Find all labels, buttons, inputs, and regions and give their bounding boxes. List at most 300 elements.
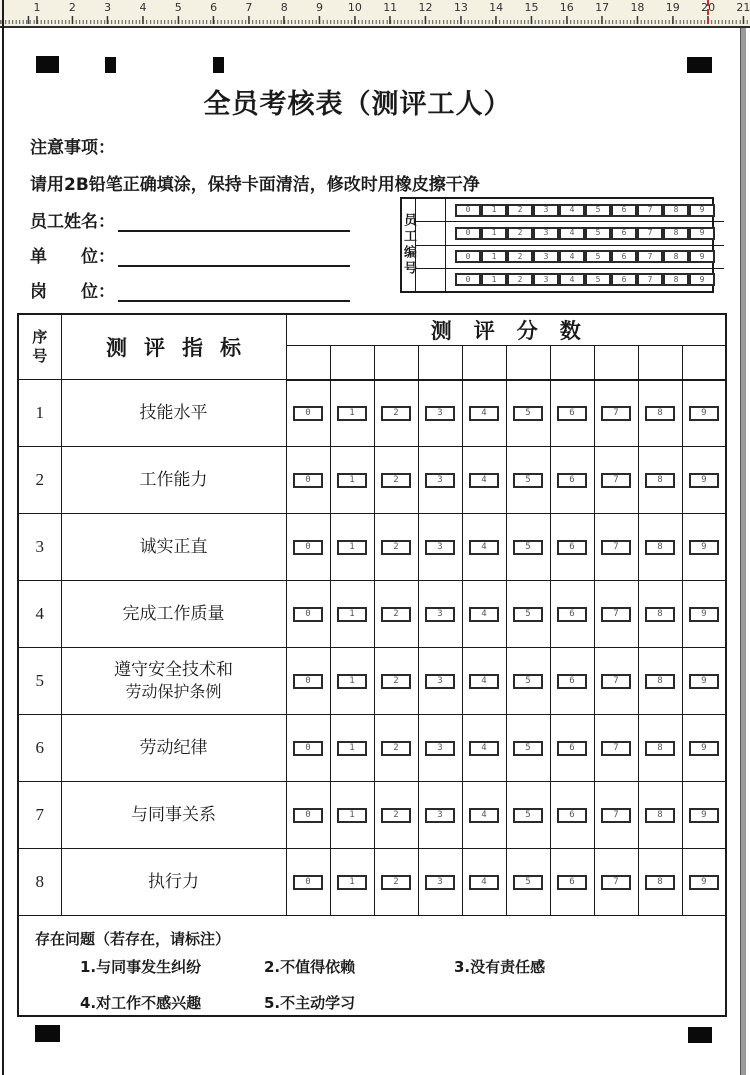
empid-bubble-5[interactable]: 5 xyxy=(585,250,611,263)
score-bubble-2[interactable]: 2 xyxy=(381,808,411,823)
score-cell xyxy=(638,447,682,514)
empid-bubble-0[interactable]: 0 xyxy=(455,250,481,263)
ruler-number: 1 xyxy=(33,1,41,14)
problem-option[interactable]: 4.对工作不感兴趣 xyxy=(80,994,202,1012)
empid-bubble-7[interactable]: 7 xyxy=(637,273,663,286)
score-cell xyxy=(286,715,330,782)
score-cell xyxy=(374,648,418,715)
empid-bubble-9[interactable]: 9 xyxy=(689,250,715,263)
employee-id-bubble-strip xyxy=(446,222,724,244)
employee-id-row xyxy=(416,221,724,244)
unit-input-line[interactable] xyxy=(118,241,350,267)
score-cell xyxy=(418,380,462,447)
score-bubble-9[interactable]: 9 xyxy=(689,406,719,421)
score-cell xyxy=(506,380,550,447)
score-cell xyxy=(638,514,682,581)
score-cell xyxy=(682,648,726,715)
table-row xyxy=(18,514,726,581)
employee-id-bubble-strip xyxy=(446,269,724,291)
score-bubble-3[interactable]: 3 xyxy=(425,607,455,622)
score-cell xyxy=(418,447,462,514)
score-cell xyxy=(374,849,418,916)
score-cell xyxy=(682,380,726,447)
employee-id-write-cell[interactable] xyxy=(416,222,446,244)
score-subheader-cell xyxy=(594,346,638,380)
row-indicator: 诚实正直 xyxy=(61,514,286,581)
ruler-number: 10 xyxy=(347,1,362,14)
ruler-number: 9 xyxy=(316,1,324,14)
employee-id-write-cell[interactable] xyxy=(416,246,446,268)
score-subheader-cell xyxy=(506,346,550,380)
employee-name-input-line[interactable] xyxy=(118,206,350,232)
score-cell xyxy=(418,782,462,849)
score-bubble-5[interactable]: 5 xyxy=(513,808,543,823)
score-cell xyxy=(286,380,330,447)
score-cell xyxy=(330,380,374,447)
score-bubble-6[interactable]: 6 xyxy=(557,473,587,488)
employee-name-label: 员工姓名： xyxy=(30,211,115,232)
score-cell xyxy=(550,782,594,849)
empid-bubble-0[interactable]: 0 xyxy=(455,273,481,286)
score-bubble-5[interactable]: 5 xyxy=(513,875,543,890)
score-bubble-6[interactable]: 6 xyxy=(557,674,587,689)
score-cell xyxy=(506,581,550,648)
score-subheader-cell xyxy=(286,346,330,380)
registration-mark-top-small-2 xyxy=(213,57,224,73)
ruler-number: 15 xyxy=(524,1,539,14)
score-bubble-7[interactable]: 7 xyxy=(601,473,631,488)
score-bubble-5[interactable]: 5 xyxy=(513,473,543,488)
score-cell xyxy=(506,648,550,715)
score-bubble-8[interactable]: 8 xyxy=(645,875,675,890)
score-bubble-8[interactable]: 8 xyxy=(645,741,675,756)
ruler-major-ticks xyxy=(0,16,750,24)
score-bubble-8[interactable]: 8 xyxy=(645,473,675,488)
empid-bubble-1[interactable]: 1 xyxy=(481,250,507,263)
score-cell xyxy=(286,849,330,916)
empid-bubble-2[interactable]: 2 xyxy=(507,227,533,240)
position-field xyxy=(30,276,350,302)
score-bubble-3[interactable]: 3 xyxy=(425,808,455,823)
score-bubble-9[interactable]: 9 xyxy=(689,741,719,756)
score-cell xyxy=(594,581,638,648)
ruler-number: 20 xyxy=(701,1,716,14)
empid-bubble-3[interactable]: 3 xyxy=(533,227,559,240)
score-subheader-cell xyxy=(418,346,462,380)
row-number: 1 xyxy=(18,380,61,447)
empid-bubble-6[interactable]: 6 xyxy=(611,204,637,217)
score-cell xyxy=(550,514,594,581)
score-cell xyxy=(638,380,682,447)
score-cell xyxy=(374,514,418,581)
score-cell xyxy=(594,782,638,849)
score-cell xyxy=(418,514,462,581)
empid-bubble-9[interactable]: 9 xyxy=(689,227,715,240)
employee-id-grid xyxy=(416,199,724,291)
score-bubble-0[interactable]: 0 xyxy=(293,808,323,823)
ruler-number: 6 xyxy=(210,1,218,14)
score-bubble-2[interactable]: 2 xyxy=(381,473,411,488)
ruler-number: 3 xyxy=(104,1,112,14)
ruler-number: 16 xyxy=(559,1,574,14)
score-bubble-2[interactable]: 2 xyxy=(381,540,411,555)
score-bubble-6[interactable]: 6 xyxy=(557,875,587,890)
score-bubble-1[interactable]: 1 xyxy=(337,875,367,890)
score-cell xyxy=(462,581,506,648)
employee-id-row xyxy=(416,199,724,221)
score-bubble-9[interactable]: 9 xyxy=(689,875,719,890)
score-cell xyxy=(682,715,726,782)
score-bubble-5[interactable]: 5 xyxy=(513,674,543,689)
score-bubble-1[interactable]: 1 xyxy=(337,406,367,421)
score-bubble-3[interactable]: 3 xyxy=(425,406,455,421)
score-cell xyxy=(374,380,418,447)
empid-bubble-4[interactable]: 4 xyxy=(559,204,585,217)
score-bubble-5[interactable]: 5 xyxy=(513,607,543,622)
score-bubble-5[interactable]: 5 xyxy=(513,741,543,756)
empid-bubble-7[interactable]: 7 xyxy=(637,250,663,263)
score-cell xyxy=(462,514,506,581)
score-bubble-1[interactable]: 1 xyxy=(337,674,367,689)
score-cell xyxy=(638,715,682,782)
row-number: 2 xyxy=(18,447,61,514)
row-indicator: 劳动纪律 xyxy=(61,715,286,782)
employee-id-bubble-strip xyxy=(446,199,724,221)
score-cell xyxy=(550,581,594,648)
employee-id-row xyxy=(416,268,724,291)
employee-id-box xyxy=(400,197,714,293)
score-cell xyxy=(330,447,374,514)
score-cell xyxy=(594,514,638,581)
empid-bubble-9[interactable]: 9 xyxy=(689,204,715,217)
score-cell xyxy=(286,648,330,715)
score-bubble-4[interactable]: 4 xyxy=(469,607,499,622)
score-bubble-3[interactable]: 3 xyxy=(425,473,455,488)
row-number: 3 xyxy=(18,514,61,581)
problems-cell xyxy=(18,916,726,1016)
score-bubble-4[interactable]: 4 xyxy=(469,406,499,421)
score-bubble-9[interactable]: 9 xyxy=(689,540,719,555)
empid-bubble-3[interactable]: 3 xyxy=(533,273,559,286)
score-bubble-9[interactable]: 9 xyxy=(689,607,719,622)
ruler-number: 18 xyxy=(630,1,645,14)
empid-bubble-3[interactable]: 3 xyxy=(533,204,559,217)
score-bubble-0[interactable]: 0 xyxy=(293,540,323,555)
employee-id-write-cell[interactable] xyxy=(416,199,446,221)
score-bubble-7[interactable]: 7 xyxy=(601,406,631,421)
empid-bubble-1[interactable]: 1 xyxy=(481,227,507,240)
row-indicator: 完成工作质量 xyxy=(61,581,286,648)
problem-option[interactable]: 3.没有责任感 xyxy=(454,958,546,976)
registration-mark-top-right xyxy=(687,57,712,73)
score-subheader-cell xyxy=(374,346,418,380)
score-cell xyxy=(374,581,418,648)
score-cell xyxy=(462,782,506,849)
score-bubble-1[interactable]: 1 xyxy=(337,741,367,756)
empid-bubble-8[interactable]: 8 xyxy=(663,227,689,240)
registration-mark-top-left xyxy=(36,56,59,73)
score-bubble-0[interactable]: 0 xyxy=(293,875,323,890)
score-bubble-7[interactable]: 7 xyxy=(601,674,631,689)
score-cell xyxy=(374,782,418,849)
empid-bubble-4[interactable]: 4 xyxy=(559,227,585,240)
ruler-number: 8 xyxy=(280,1,288,14)
score-cell xyxy=(418,581,462,648)
score-cell xyxy=(506,514,550,581)
page-right-border xyxy=(740,28,746,1075)
score-cell xyxy=(682,447,726,514)
employee-id-write-cell[interactable] xyxy=(416,269,446,291)
score-cell xyxy=(594,380,638,447)
score-bubble-4[interactable]: 4 xyxy=(469,473,499,488)
score-subheader-cell xyxy=(330,346,374,380)
row-indicator: 工作能力 xyxy=(61,447,286,514)
empid-bubble-4[interactable]: 4 xyxy=(559,250,585,263)
score-cell xyxy=(638,648,682,715)
score-cell xyxy=(330,849,374,916)
score-bubble-2[interactable]: 2 xyxy=(381,875,411,890)
ruler-number: 17 xyxy=(595,1,610,14)
score-cell xyxy=(330,581,374,648)
score-bubble-9[interactable]: 9 xyxy=(689,674,719,689)
score-cell xyxy=(330,715,374,782)
ruler xyxy=(0,0,750,28)
form-title: 全员考核表（测评工人） xyxy=(203,89,512,120)
score-cell xyxy=(682,514,726,581)
score-bubble-6[interactable]: 6 xyxy=(557,540,587,555)
score-cell xyxy=(462,447,506,514)
empid-bubble-5[interactable]: 5 xyxy=(585,273,611,286)
empid-bubble-6[interactable]: 6 xyxy=(611,227,637,240)
score-bubble-7[interactable]: 7 xyxy=(601,607,631,622)
score-bubble-7[interactable]: 7 xyxy=(601,540,631,555)
page-left-border xyxy=(2,0,4,1075)
score-bubble-8[interactable]: 8 xyxy=(645,607,675,622)
score-cell xyxy=(506,715,550,782)
score-bubble-8[interactable]: 8 xyxy=(645,808,675,823)
ruler-number: 12 xyxy=(418,1,433,14)
empid-bubble-8[interactable]: 8 xyxy=(663,273,689,286)
score-cell xyxy=(682,581,726,648)
score-bubble-6[interactable]: 6 xyxy=(557,607,587,622)
ruler-guide-line xyxy=(707,0,709,24)
score-bubble-4[interactable]: 4 xyxy=(469,741,499,756)
unit-field xyxy=(30,241,350,267)
problem-option[interactable]: 1.与同事发生纠纷 xyxy=(80,958,202,976)
row-indicator: 与同事关系 xyxy=(61,782,286,849)
table-row xyxy=(18,715,726,782)
score-cell xyxy=(550,380,594,447)
score-cell xyxy=(330,782,374,849)
score-cell xyxy=(638,782,682,849)
score-cell xyxy=(418,648,462,715)
score-bubble-1[interactable]: 1 xyxy=(337,808,367,823)
notes-heading: 注意事项： xyxy=(30,138,115,158)
empid-bubble-2[interactable]: 2 xyxy=(507,204,533,217)
score-bubble-7[interactable]: 7 xyxy=(601,808,631,823)
score-cell xyxy=(506,849,550,916)
row-indicator: 遵守安全技术和 劳动保护条例 xyxy=(61,648,286,715)
score-bubble-1[interactable]: 1 xyxy=(337,473,367,488)
score-cell xyxy=(550,648,594,715)
header-indicator: 测评指标 xyxy=(61,314,286,380)
ruler-number: 7 xyxy=(245,1,253,14)
score-cell xyxy=(330,648,374,715)
score-table xyxy=(17,313,727,1017)
empid-bubble-2[interactable]: 2 xyxy=(507,250,533,263)
problems-heading: 存在问题（若存在，请标注） xyxy=(35,930,231,948)
ruler-number: 19 xyxy=(665,1,680,14)
score-bubble-3[interactable]: 3 xyxy=(425,540,455,555)
score-cell xyxy=(638,581,682,648)
score-bubble-6[interactable]: 6 xyxy=(557,741,587,756)
fill-instruction: 请用2B铅笔正确填涂，保持卡面清洁，修改时用橡皮擦干净 xyxy=(30,175,480,195)
score-bubble-3[interactable]: 3 xyxy=(425,741,455,756)
score-bubble-3[interactable]: 3 xyxy=(425,875,455,890)
position-label: 岗 位： xyxy=(30,281,115,302)
score-cell xyxy=(462,849,506,916)
score-subheader-cell xyxy=(462,346,506,380)
employee-id-row xyxy=(416,245,724,268)
row-number: 5 xyxy=(18,648,61,715)
score-bubble-8[interactable]: 8 xyxy=(645,540,675,555)
row-number: 6 xyxy=(18,715,61,782)
score-cell xyxy=(418,715,462,782)
score-subheader-cell xyxy=(682,346,726,380)
score-bubble-7[interactable]: 7 xyxy=(601,875,631,890)
score-cell xyxy=(286,447,330,514)
score-bubble-7[interactable]: 7 xyxy=(601,741,631,756)
problems-row xyxy=(18,916,726,1016)
empid-bubble-4[interactable]: 4 xyxy=(559,273,585,286)
score-bubble-2[interactable]: 2 xyxy=(381,607,411,622)
employee-id-bubble-strip xyxy=(446,246,724,268)
table-row xyxy=(18,447,726,514)
score-cell xyxy=(682,782,726,849)
position-input-line[interactable] xyxy=(118,276,350,302)
score-bubble-4[interactable]: 4 xyxy=(469,540,499,555)
empid-bubble-8[interactable]: 8 xyxy=(663,250,689,263)
empid-bubble-5[interactable]: 5 xyxy=(585,227,611,240)
score-cell xyxy=(550,849,594,916)
empid-bubble-3[interactable]: 3 xyxy=(533,250,559,263)
score-cell xyxy=(550,447,594,514)
score-cell xyxy=(550,715,594,782)
empid-bubble-0[interactable]: 0 xyxy=(455,227,481,240)
empid-bubble-5[interactable]: 5 xyxy=(585,204,611,217)
score-cell xyxy=(594,648,638,715)
score-bubble-2[interactable]: 2 xyxy=(381,741,411,756)
score-bubble-3[interactable]: 3 xyxy=(425,674,455,689)
score-cell xyxy=(682,849,726,916)
score-bubble-0[interactable]: 0 xyxy=(293,741,323,756)
empid-bubble-9[interactable]: 9 xyxy=(689,273,715,286)
score-bubble-2[interactable]: 2 xyxy=(381,674,411,689)
score-cell xyxy=(374,715,418,782)
score-cell xyxy=(286,514,330,581)
score-cell xyxy=(286,581,330,648)
score-cell xyxy=(594,447,638,514)
row-number: 7 xyxy=(18,782,61,849)
empid-bubble-7[interactable]: 7 xyxy=(637,227,663,240)
empid-bubble-7[interactable]: 7 xyxy=(637,204,663,217)
row-number: 8 xyxy=(18,849,61,916)
score-bubble-6[interactable]: 6 xyxy=(557,808,587,823)
score-cell xyxy=(506,782,550,849)
ruler-number: 14 xyxy=(489,1,504,14)
empid-bubble-8[interactable]: 8 xyxy=(663,204,689,217)
unit-label: 单 位： xyxy=(30,246,115,267)
empid-bubble-2[interactable]: 2 xyxy=(507,273,533,286)
score-bubble-5[interactable]: 5 xyxy=(513,406,543,421)
score-bubble-4[interactable]: 4 xyxy=(469,875,499,890)
score-bubble-8[interactable]: 8 xyxy=(645,674,675,689)
table-row xyxy=(18,380,726,447)
score-cell xyxy=(374,447,418,514)
header-index: 序号 xyxy=(18,314,61,380)
empid-bubble-1[interactable]: 1 xyxy=(481,204,507,217)
row-indicator: 技能水平 xyxy=(61,380,286,447)
score-bubble-4[interactable]: 4 xyxy=(469,674,499,689)
table-row xyxy=(18,782,726,849)
ruler-number: 21 xyxy=(736,1,750,14)
ruler-number: 13 xyxy=(453,1,468,14)
score-subheader-cell xyxy=(638,346,682,380)
score-bubble-5[interactable]: 5 xyxy=(513,540,543,555)
score-bubble-4[interactable]: 4 xyxy=(469,808,499,823)
score-cell xyxy=(330,514,374,581)
score-cell xyxy=(418,849,462,916)
employee-id-label: 员工编号 xyxy=(401,213,416,277)
empid-bubble-6[interactable]: 6 xyxy=(611,273,637,286)
score-bubble-6[interactable]: 6 xyxy=(557,406,587,421)
score-cell xyxy=(462,648,506,715)
registration-mark-bottom-right xyxy=(688,1027,712,1043)
score-cell xyxy=(638,849,682,916)
score-cell xyxy=(462,715,506,782)
score-bubble-1[interactable]: 1 xyxy=(337,540,367,555)
score-subheader-cell xyxy=(550,346,594,380)
header-score: 测评分数 xyxy=(286,314,726,346)
ruler-number: 4 xyxy=(139,1,147,14)
score-bubble-0[interactable]: 0 xyxy=(293,607,323,622)
ruler-number: 11 xyxy=(383,1,398,14)
score-bubble-9[interactable]: 9 xyxy=(689,473,719,488)
table-row xyxy=(18,581,726,648)
empid-bubble-6[interactable]: 6 xyxy=(611,250,637,263)
problem-option[interactable]: 5.不主动学习 xyxy=(264,994,356,1012)
score-cell xyxy=(506,447,550,514)
ruler-number: 5 xyxy=(174,1,182,14)
score-bubble-0[interactable]: 0 xyxy=(293,473,323,488)
score-bubble-9[interactable]: 9 xyxy=(689,808,719,823)
problem-option[interactable]: 2.不值得依赖 xyxy=(264,958,356,976)
table-row xyxy=(18,648,726,715)
row-number: 4 xyxy=(18,581,61,648)
score-cell xyxy=(462,380,506,447)
ruler-number: 2 xyxy=(68,1,76,14)
score-bubble-8[interactable]: 8 xyxy=(645,406,675,421)
score-bubble-0[interactable]: 0 xyxy=(293,406,323,421)
score-bubble-0[interactable]: 0 xyxy=(293,674,323,689)
score-bubble-2[interactable]: 2 xyxy=(381,406,411,421)
empid-bubble-0[interactable]: 0 xyxy=(455,204,481,217)
employee-id-label-cell xyxy=(402,199,416,291)
employee-name-field xyxy=(30,206,350,232)
score-bubble-1[interactable]: 1 xyxy=(337,607,367,622)
empid-bubble-1[interactable]: 1 xyxy=(481,273,507,286)
score-cell xyxy=(594,849,638,916)
